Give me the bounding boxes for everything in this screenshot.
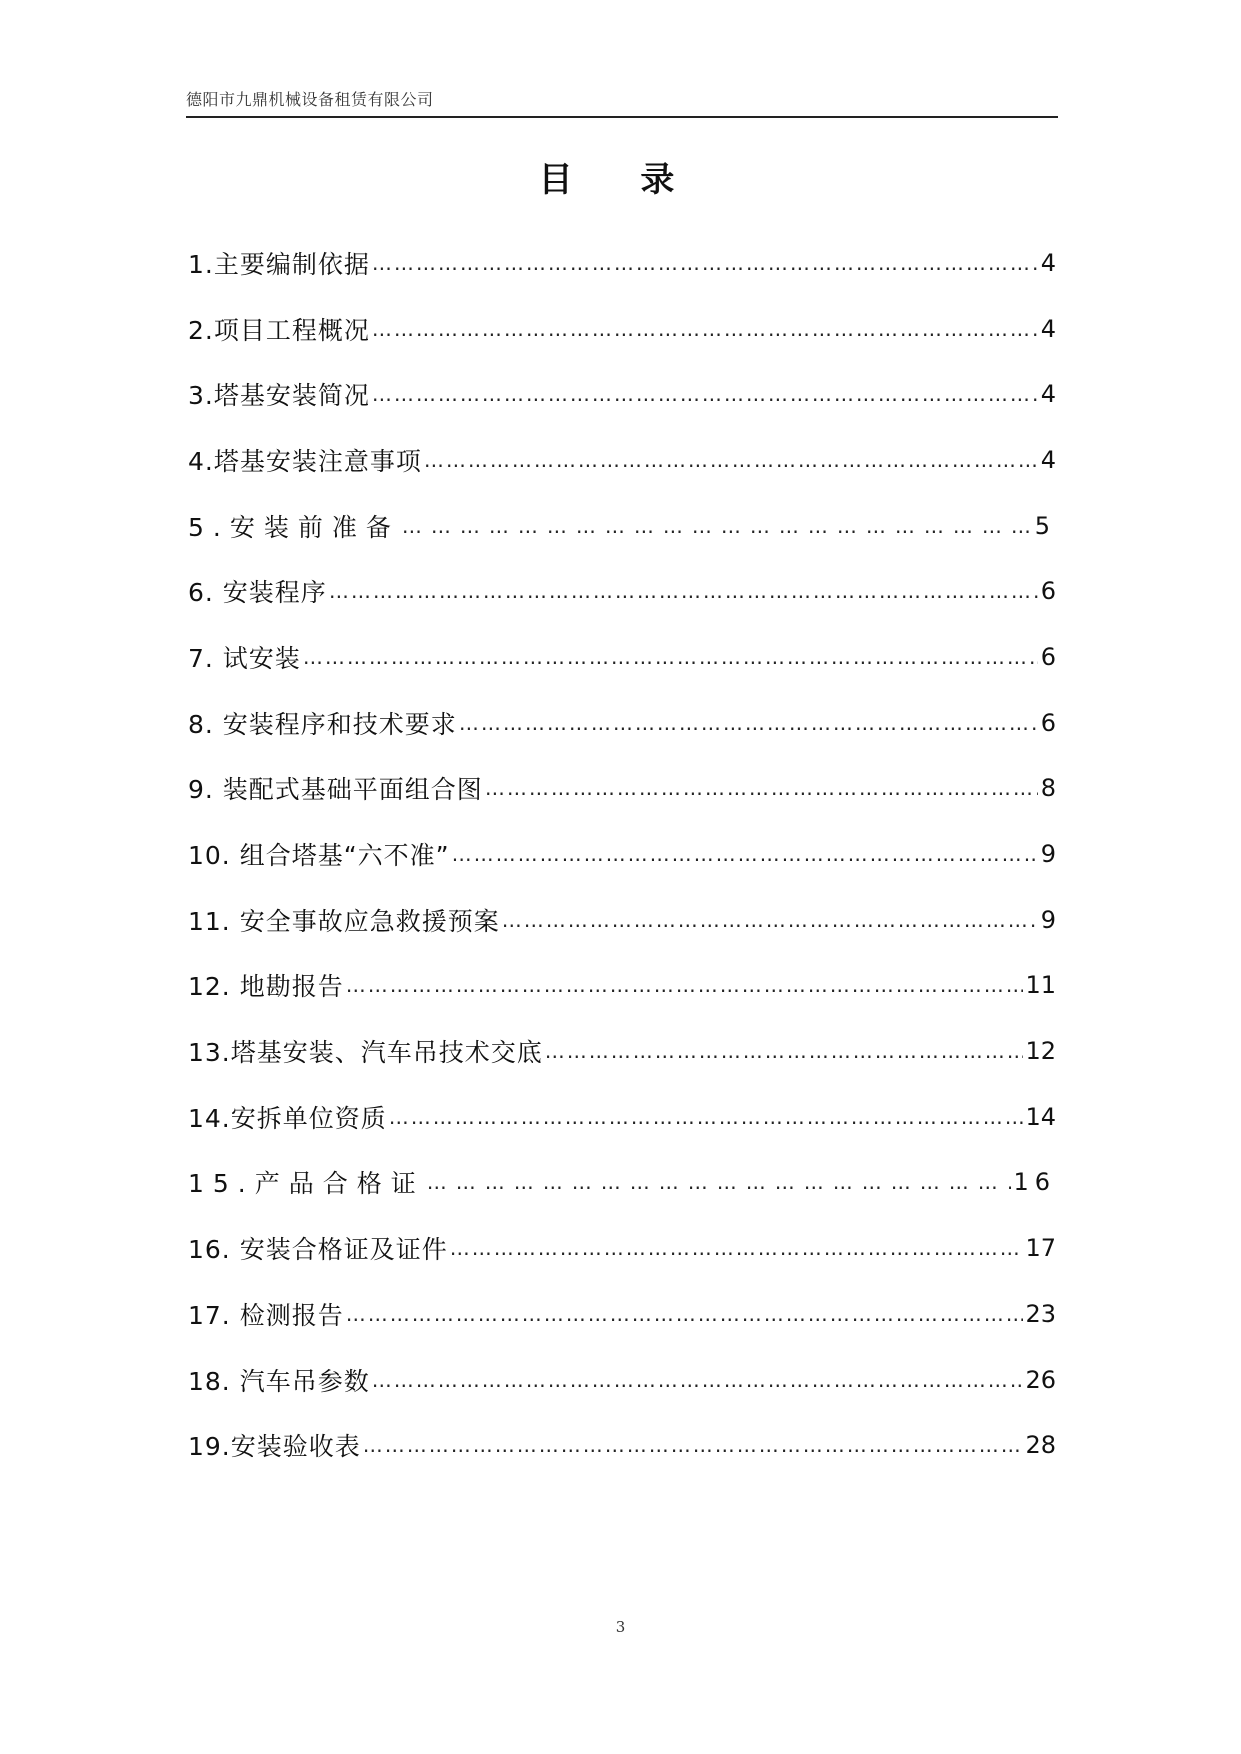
toc-entry[interactable] xyxy=(188,1412,1056,1478)
toc-dot-leader xyxy=(389,1105,1024,1129)
toc-dot-leader xyxy=(502,908,1038,932)
toc-entry[interactable] xyxy=(188,887,1056,953)
toc-dot-leader xyxy=(372,251,1038,275)
toc-entry-page: 4 xyxy=(1040,248,1056,277)
toc-entry-label: 2.项目工程概况 xyxy=(188,315,370,345)
toc-entry-page: 5 xyxy=(1034,511,1056,540)
toc-entry-page: 9 xyxy=(1040,905,1056,934)
toc-entry-label: 3.塔基安装简况 xyxy=(188,381,370,411)
toc-entry-page: 23 xyxy=(1025,1299,1056,1328)
toc-dot-leader xyxy=(372,317,1038,341)
toc-entry[interactable] xyxy=(188,821,1056,887)
toc-dot-leader xyxy=(372,382,1038,406)
toc-entry[interactable] xyxy=(188,427,1056,493)
toc-entry-label: 19.安装验收表 xyxy=(188,1432,361,1462)
toc-entry-label: 7. 试安装 xyxy=(188,643,301,673)
toc-entry-label: 1.主要编制依据 xyxy=(188,249,370,279)
toc-entry[interactable] xyxy=(188,361,1056,427)
toc-dot-leader xyxy=(545,1039,1024,1063)
toc-dot-leader xyxy=(452,842,1038,866)
toc-dot-leader xyxy=(459,711,1038,735)
toc-entry-label: 5.安装前准备 xyxy=(188,512,400,542)
toc-entry-label: 18. 汽车吊参数 xyxy=(188,1366,370,1396)
toc-entry-page: 14 xyxy=(1025,1102,1056,1131)
toc-dot-leader xyxy=(450,1236,1024,1260)
toc-entry[interactable] xyxy=(188,558,1056,624)
toc-entry-page: 6 xyxy=(1040,577,1056,606)
toc-dot-leader xyxy=(346,973,1024,997)
toc-entry[interactable] xyxy=(188,230,1056,296)
toc-entry-page: 16 xyxy=(1013,1168,1056,1197)
toc-dot-leader xyxy=(303,645,1038,669)
toc-entry-label: 14.安拆单位资质 xyxy=(188,1103,387,1133)
page-number: 3 xyxy=(615,1618,626,1636)
toc-entry[interactable] xyxy=(188,1084,1056,1150)
toc-dot-leader xyxy=(329,579,1038,603)
toc-entry[interactable] xyxy=(188,1281,1056,1347)
toc-entry-page: 28 xyxy=(1025,1431,1056,1460)
toc-entry-page: 12 xyxy=(1025,1037,1056,1066)
toc-entry[interactable] xyxy=(188,493,1056,559)
toc-entry-page: 11 xyxy=(1025,971,1056,1000)
toc-entry[interactable] xyxy=(188,624,1056,690)
toc-entry[interactable] xyxy=(188,690,1056,756)
page-header xyxy=(186,90,1058,118)
toc-entry[interactable] xyxy=(188,1150,1056,1216)
toc-entry-label: 8. 安装程序和技术要求 xyxy=(188,709,457,739)
toc-entry-label: 9. 装配式基础平面组合图 xyxy=(188,775,483,805)
table-of-contents xyxy=(188,230,1056,1478)
toc-entry-label: 17. 检测报告 xyxy=(188,1300,344,1330)
toc-dot-leader xyxy=(485,776,1038,800)
toc-entry-page: 17 xyxy=(1025,1234,1056,1263)
toc-entry-page: 6 xyxy=(1040,708,1056,737)
toc-entry-page: 4 xyxy=(1040,380,1056,409)
toc-entry[interactable] xyxy=(188,953,1056,1019)
toc-dot-leader xyxy=(427,1170,1012,1194)
toc-entry[interactable] xyxy=(188,1215,1056,1281)
toc-dot-leader xyxy=(372,1368,1024,1392)
page-title: 目 录 xyxy=(538,160,703,200)
toc-entry[interactable] xyxy=(188,1018,1056,1084)
toc-entry-page: 4 xyxy=(1040,445,1056,474)
toc-entry-page: 26 xyxy=(1025,1365,1056,1394)
toc-entry-label: 12. 地勘报告 xyxy=(188,972,344,1002)
toc-entry-label: 11. 安全事故应急救援预案 xyxy=(188,906,500,936)
toc-entry-label: 4.塔基安装注意事项 xyxy=(188,446,422,476)
toc-entry-label: 6. 安装程序 xyxy=(188,578,327,608)
toc-entry-page: 8 xyxy=(1040,774,1056,803)
toc-entry[interactable] xyxy=(188,756,1056,822)
toc-entry[interactable] xyxy=(188,1347,1056,1413)
toc-dot-leader xyxy=(363,1433,1024,1457)
toc-entry-label: 16. 安装合格证及证件 xyxy=(188,1235,448,1265)
toc-dot-leader xyxy=(346,1302,1024,1326)
company-name: 德阳市九鼎机械设备租赁有限公司 xyxy=(186,90,434,109)
toc-entry-label: 15.产品合格证 xyxy=(188,1169,425,1199)
toc-entry-label: 13.塔基安装、汽车吊技术交底 xyxy=(188,1038,543,1068)
toc-entry-page: 9 xyxy=(1040,840,1056,869)
toc-dot-leader xyxy=(402,514,1033,538)
toc-entry-label: 10. 组合塔基“六不准” xyxy=(188,841,450,871)
toc-entry-page: 6 xyxy=(1040,642,1056,671)
toc-dot-leader xyxy=(424,448,1038,472)
toc-entry[interactable] xyxy=(188,296,1056,362)
toc-entry-page: 4 xyxy=(1040,314,1056,343)
